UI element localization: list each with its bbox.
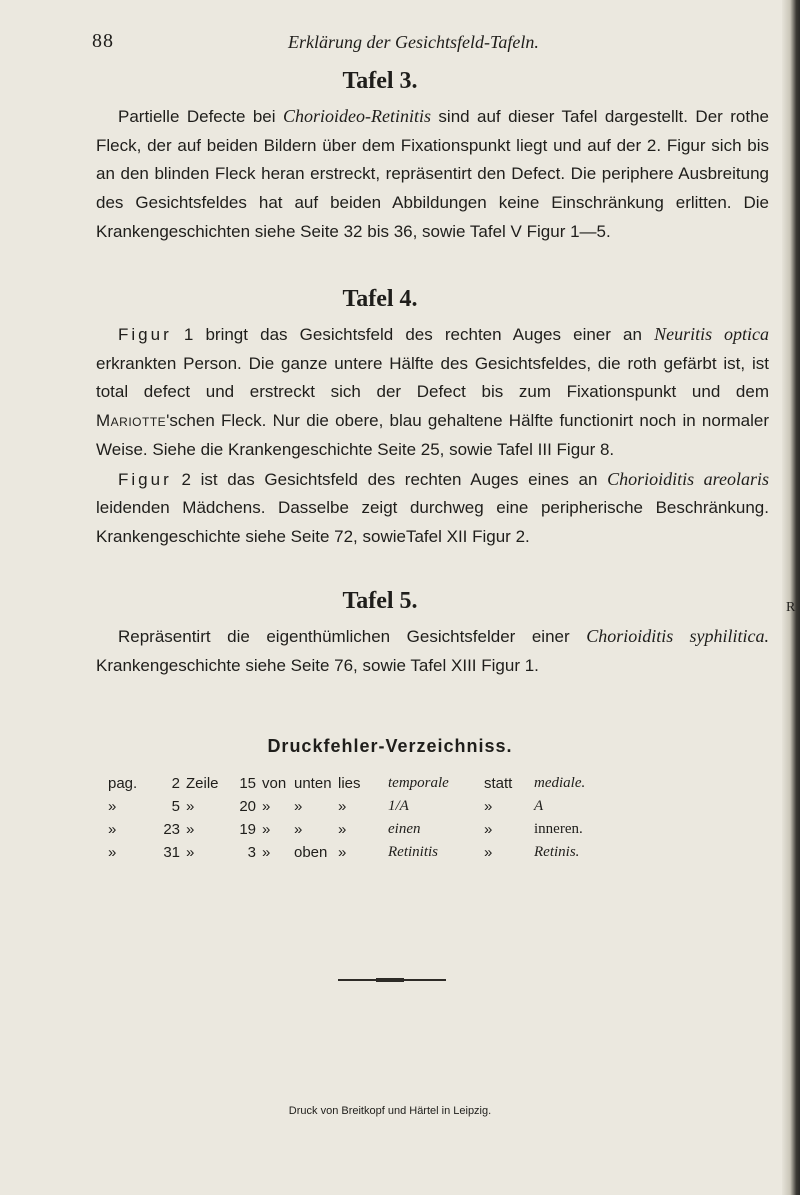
page-number: 88 xyxy=(92,30,114,52)
errata-cell: Retinis. xyxy=(534,844,580,860)
errata-cell: » xyxy=(262,844,271,861)
errata-cell: » xyxy=(338,798,347,815)
printer-imprint: Druck von Breitkopf und Härtel in Leipzig. xyxy=(288,1105,492,1117)
small-caps-name: Mariotte xyxy=(96,411,167,431)
errata-cell: lies xyxy=(338,775,361,792)
errata-cell: Zeile xyxy=(186,775,219,792)
errata-cell: 15 xyxy=(239,775,256,792)
errata-cell: 2 xyxy=(171,775,180,792)
text-segment: erkrankten Person. Die ganze untere Hälfte des Gesichtsfeldes, die roth gefärbt ist, ist total defect und erstreckt sich der Defect bis zum Fixationspunkt und dem xyxy=(96,353,769,402)
text-segment: 2 ist das Gesichtsfeld des rechten Auges eines an xyxy=(171,469,608,489)
errata-cell: einen xyxy=(388,821,421,837)
errata-cell: » xyxy=(262,821,271,838)
tafel5-paragraph xyxy=(96,622,769,680)
errata-cell: » xyxy=(484,821,493,838)
text-segment: 'schen Fleck. Nur die obere, blau gehaltene Hälfte functionirt noch in normaler Weise. Siehe die Krankengeschichte Seite 25, sowie Tafel III Figur 8. xyxy=(96,411,769,459)
errata-cell: mediale. xyxy=(534,775,586,791)
errata-table xyxy=(108,772,585,864)
errata-cell: » xyxy=(186,798,195,815)
spaced-word: Figur xyxy=(118,325,172,344)
errata-row xyxy=(108,818,585,841)
margin-mark: R xyxy=(786,600,796,615)
page-edge-shadow xyxy=(782,0,800,1195)
errata-cell: 20 xyxy=(239,798,256,815)
errata-cell: » xyxy=(108,821,117,838)
text-segment: Partielle Defecte bei xyxy=(118,107,283,126)
errata-cell: » xyxy=(338,844,347,861)
errata-cell: » xyxy=(108,844,117,861)
errata-cell: oben xyxy=(294,844,328,861)
errata-cell: 19 xyxy=(239,821,256,838)
tafel4-paragraphs xyxy=(96,320,769,552)
tafel4-title: Tafel 4. xyxy=(342,286,418,312)
errata-row xyxy=(108,772,585,795)
errata-cell: » xyxy=(186,821,195,838)
ornamental-rule xyxy=(338,979,446,981)
errata-cell: 23 xyxy=(163,821,180,838)
errata-cell: statt xyxy=(484,775,513,792)
errata-cell: A xyxy=(534,798,544,814)
errata-cell: 31 xyxy=(163,844,180,861)
text-segment: sind auf dieser Tafel dargestellt. Der rothe Fleck, der auf beiden Bildern über dem Fixationspunkt liegt und auf der 2. Figur sich bis an den blinden Fleck heran erstreckt, repräsentirt den Defect. Die periphere Ausbreitung des Gesichtsfeldes hat auf beiden Abbildungen keine Einschränkung erlitten. Die Krankengeschichten siehe Seite 32 bis 36, sowie Tafel V Figur 1—5. xyxy=(96,107,769,241)
errata-row xyxy=(108,795,585,818)
errata-cell: temporale xyxy=(388,775,449,791)
italic-term: Chorioiditis syphilitica. xyxy=(586,626,769,646)
errata-row xyxy=(108,841,585,864)
text-segment: Repräsentirt die eigenthümlichen Gesichtsfelder einer xyxy=(118,627,587,646)
errata-cell: » xyxy=(262,798,271,815)
errata-title: Druckfehler-Verzeichniss. xyxy=(267,736,513,756)
spaced-word: Figur xyxy=(118,469,172,489)
errata-cell: » xyxy=(338,821,347,838)
errata-cell: 3 xyxy=(247,844,256,861)
errata-cell: » xyxy=(186,844,195,861)
errata-cell: 1/A xyxy=(388,798,409,814)
text-segment: 1 bringt das Gesichtsfeld des rechten Auges einer an xyxy=(171,325,655,344)
errata-cell: Retinitis xyxy=(388,844,438,860)
page-header xyxy=(92,30,772,60)
errata-cell: » xyxy=(484,844,493,861)
errata-cell: » xyxy=(294,798,303,815)
tafel5-title: Tafel 5. xyxy=(342,588,418,614)
tafel3-title: Tafel 3. xyxy=(342,68,418,94)
errata-cell: » xyxy=(294,821,303,838)
errata-cell: von xyxy=(262,775,287,792)
errata-cell: inneren. xyxy=(534,821,583,837)
running-head: Erklärung der Gesichtsfeld-Tafeln. xyxy=(288,32,539,52)
errata-cell: pag. xyxy=(108,775,138,792)
italic-term: Neuritis optica xyxy=(654,324,770,344)
errata-cell: » xyxy=(484,798,493,815)
errata-cell: 5 xyxy=(171,798,180,815)
errata-cell: unten xyxy=(294,775,332,792)
errata-cell: » xyxy=(108,798,117,815)
tafel3-paragraph xyxy=(96,102,769,247)
text-segment: Krankengeschichte siehe Seite 76, sowie Tafel XIII Figur 1. xyxy=(96,655,539,675)
text-segment: leidenden Mädchens. Dasselbe zeigt durchweg eine peripherische Beschränkung. Krankengeschichte siehe Seite 72, sowieTafel XII Figur 2. xyxy=(96,498,769,546)
italic-term: Chorioiditis areolaris xyxy=(607,468,769,489)
italic-term: Chorioideo-Retinitis xyxy=(282,106,431,126)
